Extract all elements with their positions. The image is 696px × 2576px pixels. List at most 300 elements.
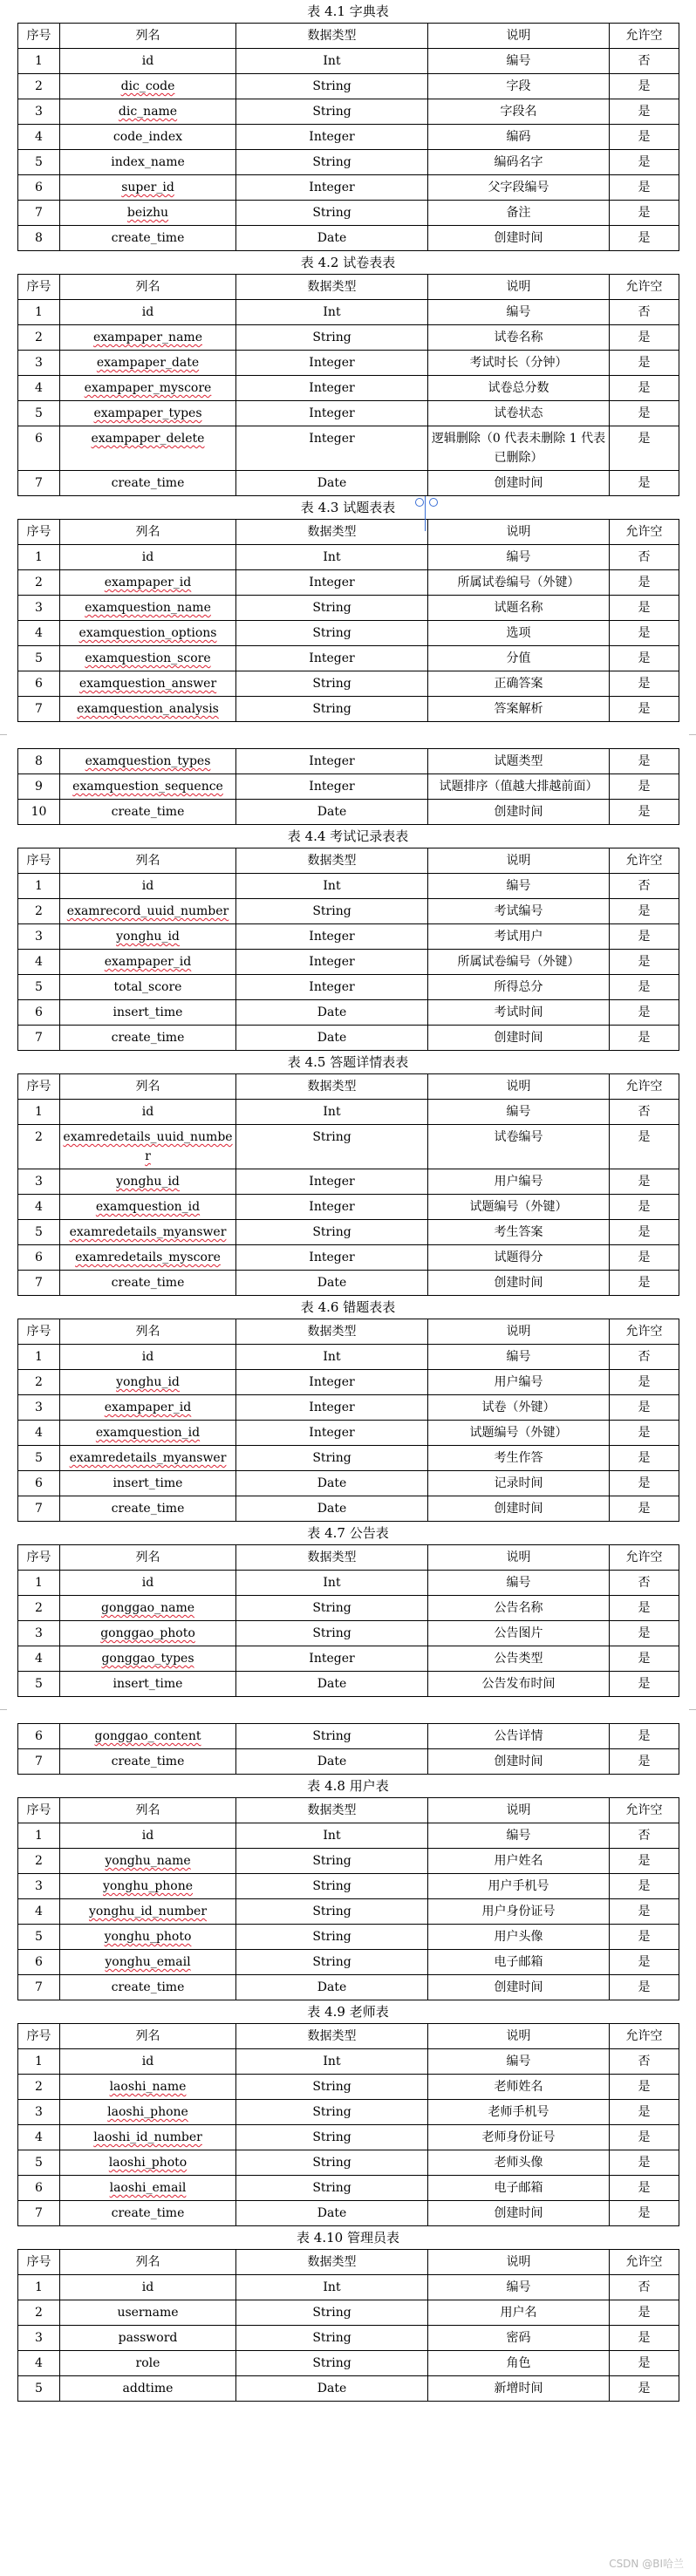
cell-description: 用户姓名 (428, 1849, 610, 1874)
cell-nullable: 是 (610, 2100, 679, 2125)
table-caption: 表 4.8 用户表 (307, 1778, 389, 1794)
cell-index: 7 (18, 1975, 60, 2000)
cell-index: 6 (18, 1724, 60, 1749)
cell-data-type: String (236, 2300, 428, 2326)
cell-column-name: exampaper_id (60, 950, 236, 975)
cell-column-name: examquestion_name (60, 596, 236, 621)
cell-index: 5 (18, 1925, 60, 1950)
table-row (18, 874, 679, 899)
data-table (17, 2249, 679, 2402)
cell-description: 试题排序（值越大排越前面） (428, 774, 610, 800)
cell-index: 2 (18, 1596, 60, 1621)
table-row (18, 1446, 679, 1471)
cell-nullable: 是 (610, 1975, 679, 2000)
cell-column-name: total_score (60, 975, 236, 1000)
cell-index: 5 (18, 150, 60, 175)
table-block (0, 2226, 696, 2402)
column-header: 说明 (428, 1319, 610, 1345)
page-margin-mark (689, 734, 696, 735)
column-header: 允许空 (610, 24, 679, 49)
cell-description: 编号 (428, 545, 610, 570)
cell-nullable: 是 (610, 774, 679, 800)
cell-data-type: Int (236, 300, 428, 325)
cell-index: 5 (18, 1220, 60, 1245)
column-header: 列名 (60, 520, 236, 545)
cell-column-name: create_time (60, 1271, 236, 1296)
table-row (18, 545, 679, 570)
cell-description: 编号 (428, 1571, 610, 1596)
cell-data-type: Int (236, 874, 428, 899)
cell-description: 创建时间 (428, 1026, 610, 1051)
cell-index: 8 (18, 226, 60, 251)
cell-nullable: 否 (610, 2275, 679, 2300)
cell-index: 7 (18, 1026, 60, 1051)
cell-column-name: id (60, 2275, 236, 2300)
column-header: 允许空 (610, 275, 679, 300)
table-row (18, 1621, 679, 1646)
cell-data-type: Integer (236, 125, 428, 150)
cell-index: 2 (18, 2075, 60, 2100)
cell-description: 用户头像 (428, 1925, 610, 1950)
cell-data-type: Integer (236, 950, 428, 975)
column-header: 允许空 (610, 1545, 679, 1571)
column-header: 说明 (428, 275, 610, 300)
cell-column-name: gonggao_types (60, 1646, 236, 1672)
column-header: 数据类型 (236, 520, 428, 545)
cell-data-type: String (236, 1125, 428, 1169)
cell-data-type: Date (236, 1749, 428, 1775)
cell-data-type: Date (236, 471, 428, 496)
cell-column-name: index_name (60, 150, 236, 175)
cell-data-type: Date (236, 2201, 428, 2226)
table-row (18, 2300, 679, 2326)
cell-description: 老师姓名 (428, 2075, 610, 2100)
cell-data-type: Integer (236, 1370, 428, 1395)
cell-column-name: addtime (60, 2376, 236, 2402)
cell-nullable: 是 (610, 1370, 679, 1395)
cell-nullable: 是 (610, 2125, 679, 2150)
page-margin-mark (0, 734, 7, 735)
cell-data-type: String (236, 1849, 428, 1874)
cell-nullable: 否 (610, 874, 679, 899)
cell-description: 父字段编号 (428, 175, 610, 201)
cell-column-name: create_time (60, 1026, 236, 1051)
cell-nullable: 是 (610, 1421, 679, 1446)
cell-column-name: exampaper_name (60, 325, 236, 351)
cell-data-type: String (236, 2075, 428, 2100)
table-row (18, 2100, 679, 2125)
cell-index: 6 (18, 2176, 60, 2201)
cell-description: 记录时间 (428, 1471, 610, 1496)
cell-data-type: Integer (236, 975, 428, 1000)
column-header: 数据类型 (236, 1798, 428, 1823)
cell-description: 试卷总分数 (428, 376, 610, 401)
cell-nullable: 是 (610, 646, 679, 671)
cell-data-type: Int (236, 2049, 428, 2075)
cell-column-name: id (60, 874, 236, 899)
cell-index: 4 (18, 2125, 60, 2150)
cell-column-name: username (60, 2300, 236, 2326)
column-header: 说明 (428, 1545, 610, 1571)
cell-description: 考试时长（分钟） (428, 351, 610, 376)
cell-description: 考试编号 (428, 899, 610, 924)
cell-description: 编号 (428, 1823, 610, 1849)
column-header: 允许空 (610, 1074, 679, 1100)
cell-nullable: 是 (610, 1195, 679, 1220)
cell-description: 老师头像 (428, 2150, 610, 2176)
cell-index: 1 (18, 874, 60, 899)
cell-description: 编号 (428, 49, 610, 74)
cell-data-type: String (236, 1621, 428, 1646)
table-header-row (18, 1545, 679, 1571)
cell-index: 4 (18, 1899, 60, 1925)
cell-data-type: Int (236, 1100, 428, 1125)
column-header: 说明 (428, 848, 610, 874)
cell-index: 3 (18, 1169, 60, 1195)
cell-data-type: Integer (236, 1395, 428, 1421)
cell-column-name: create_time (60, 226, 236, 251)
cell-nullable: 是 (610, 1950, 679, 1975)
cell-data-type: String (236, 2176, 428, 2201)
table-row (18, 1471, 679, 1496)
cell-column-name: examquestion_sequence (60, 774, 236, 800)
cell-index: 1 (18, 1100, 60, 1125)
cell-description: 密码 (428, 2326, 610, 2351)
cell-index: 1 (18, 300, 60, 325)
cell-nullable: 否 (610, 545, 679, 570)
cell-description: 考试用户 (428, 924, 610, 950)
cell-description: 编码名字 (428, 150, 610, 175)
cell-description: 选项 (428, 621, 610, 646)
cell-data-type: Int (236, 49, 428, 74)
cell-column-name: examredetails_myscore (60, 1245, 236, 1271)
table-row (18, 697, 679, 722)
cell-column-name: laoshi_email (60, 2176, 236, 2201)
table-row (18, 774, 679, 800)
cell-data-type: Integer (236, 1245, 428, 1271)
cell-description: 编号 (428, 874, 610, 899)
cell-index: 2 (18, 325, 60, 351)
cell-nullable: 是 (610, 1395, 679, 1421)
cell-nullable: 是 (610, 1446, 679, 1471)
cell-column-name: id (60, 300, 236, 325)
table-header-row (18, 24, 679, 49)
cell-data-type: String (236, 671, 428, 697)
cell-index: 7 (18, 1271, 60, 1296)
selection-handle-icon[interactable] (429, 498, 438, 507)
cell-data-type: Integer (236, 570, 428, 596)
cell-column-name: dic_code (60, 74, 236, 99)
cell-column-name: id (60, 545, 236, 570)
cell-index: 5 (18, 401, 60, 426)
data-table (17, 274, 679, 496)
column-header: 说明 (428, 1074, 610, 1100)
column-header: 列名 (60, 275, 236, 300)
cell-column-name: examrecord_uuid_number (60, 899, 236, 924)
column-header: 数据类型 (236, 2250, 428, 2275)
column-header: 序号 (18, 2250, 60, 2275)
cell-nullable: 是 (610, 1271, 679, 1296)
table-row (18, 1195, 679, 1220)
cell-column-name: create_time (60, 1749, 236, 1775)
column-header: 列名 (60, 2024, 236, 2049)
cell-column-name: yonghu_id_number (60, 1899, 236, 1925)
column-header: 序号 (18, 275, 60, 300)
cell-index: 5 (18, 646, 60, 671)
cell-data-type: Integer (236, 1169, 428, 1195)
cell-nullable: 是 (610, 1026, 679, 1051)
table-block (0, 1522, 696, 1697)
table-caption: 表 4.4 考试记录表表 (287, 828, 409, 844)
cell-data-type: Date (236, 1471, 428, 1496)
data-table (17, 1797, 679, 2000)
selection-handle-icon[interactable] (415, 498, 424, 507)
table-header-row (18, 2250, 679, 2275)
cell-column-name: gonggao_content (60, 1724, 236, 1749)
cell-index: 4 (18, 1195, 60, 1220)
column-header: 数据类型 (236, 1319, 428, 1345)
cell-description: 编号 (428, 300, 610, 325)
cell-description: 新增时间 (428, 2376, 610, 2402)
cell-data-type: String (236, 1899, 428, 1925)
cell-description: 创建时间 (428, 1496, 610, 1522)
cell-column-name: examquestion_id (60, 1421, 236, 1446)
data-table-continued (17, 1723, 679, 1775)
data-table (17, 2023, 679, 2226)
table-row (18, 325, 679, 351)
cell-nullable: 是 (610, 1925, 679, 1950)
cell-column-name: beizhu (60, 201, 236, 226)
cell-description: 创建时间 (428, 1975, 610, 2000)
cell-column-name: id (60, 2049, 236, 2075)
cell-nullable: 是 (610, 125, 679, 150)
cell-data-type: String (236, 1220, 428, 1245)
column-header: 序号 (18, 2024, 60, 2049)
cell-column-name: exampaper_types (60, 401, 236, 426)
cell-index: 6 (18, 1000, 60, 1026)
cell-description: 老师身份证号 (428, 2125, 610, 2150)
cell-index: 4 (18, 621, 60, 646)
cell-nullable: 是 (610, 1749, 679, 1775)
data-table (17, 1073, 679, 1296)
cell-index: 1 (18, 1571, 60, 1596)
cell-column-name: examquestion_answer (60, 671, 236, 697)
table-row (18, 924, 679, 950)
cell-column-name: dic_name (60, 99, 236, 125)
cell-description: 字段名 (428, 99, 610, 125)
cell-index: 7 (18, 697, 60, 722)
table-block (0, 0, 696, 251)
cell-nullable: 是 (610, 924, 679, 950)
cell-data-type: Date (236, 1026, 428, 1051)
cell-description: 创建时间 (428, 1749, 610, 1775)
table-caption: 表 4.5 答题详情表表 (287, 1054, 409, 1070)
table-row (18, 49, 679, 74)
cell-column-name: insert_time (60, 1000, 236, 1026)
cell-description: 试题编号（外键） (428, 1195, 610, 1220)
cell-nullable: 是 (610, 2075, 679, 2100)
cell-nullable: 是 (610, 471, 679, 496)
cell-nullable: 否 (610, 2049, 679, 2075)
cell-description: 答案解析 (428, 697, 610, 722)
cell-index: 7 (18, 2201, 60, 2226)
cell-nullable: 是 (610, 1471, 679, 1496)
cell-nullable: 否 (610, 300, 679, 325)
cell-column-name: create_time (60, 1496, 236, 1522)
table-row (18, 1925, 679, 1950)
cell-data-type: Date (236, 1271, 428, 1296)
table-row (18, 1849, 679, 1874)
table-block (0, 825, 696, 1051)
table-row (18, 2125, 679, 2150)
cell-description: 用户编号 (428, 1169, 610, 1195)
cell-data-type: Integer (236, 1421, 428, 1446)
cell-data-type: Int (236, 1345, 428, 1370)
column-header: 序号 (18, 520, 60, 545)
cell-index: 4 (18, 1646, 60, 1672)
table-row (18, 1125, 679, 1169)
cell-index: 9 (18, 774, 60, 800)
cell-nullable: 是 (610, 621, 679, 646)
table-row (18, 2150, 679, 2176)
cell-description: 创建时间 (428, 471, 610, 496)
table-row (18, 1646, 679, 1672)
cell-data-type: String (236, 1596, 428, 1621)
table-row (18, 125, 679, 150)
table-caption: 表 4.1 字典表 (307, 3, 389, 19)
table-row (18, 1672, 679, 1697)
table-row (18, 596, 679, 621)
cell-nullable: 否 (610, 1100, 679, 1125)
cell-index: 6 (18, 671, 60, 697)
column-header: 列名 (60, 1074, 236, 1100)
cell-column-name: super_id (60, 175, 236, 201)
table-row (18, 351, 679, 376)
cell-index: 6 (18, 426, 60, 471)
cell-index: 7 (18, 201, 60, 226)
cell-column-name: gonggao_name (60, 1596, 236, 1621)
cell-nullable: 是 (610, 2326, 679, 2351)
cell-column-name: id (60, 1345, 236, 1370)
data-table (17, 848, 679, 1051)
cell-column-name: id (60, 1571, 236, 1596)
cell-column-name: id (60, 49, 236, 74)
table-block (0, 1775, 696, 2000)
watermark: CSDN @BI哈兰 (609, 2558, 684, 2570)
cell-index: 2 (18, 570, 60, 596)
table-row (18, 1000, 679, 1026)
table-row (18, 950, 679, 975)
cell-index: 3 (18, 1621, 60, 1646)
table-row (18, 1596, 679, 1621)
cell-nullable: 是 (610, 1646, 679, 1672)
cell-description: 编号 (428, 1345, 610, 1370)
cell-nullable: 是 (610, 1000, 679, 1026)
cell-index: 1 (18, 1345, 60, 1370)
cell-nullable: 是 (610, 1874, 679, 1899)
cell-column-name: create_time (60, 1975, 236, 2000)
table-row (18, 1571, 679, 1596)
table-row (18, 99, 679, 125)
cell-index: 5 (18, 1446, 60, 1471)
cell-data-type: String (236, 99, 428, 125)
cell-index: 7 (18, 1749, 60, 1775)
column-header: 列名 (60, 1798, 236, 1823)
table-row (18, 1496, 679, 1522)
column-header: 数据类型 (236, 2024, 428, 2049)
cell-data-type: Integer (236, 646, 428, 671)
cell-description: 用户手机号 (428, 1874, 610, 1899)
cell-column-name: gonggao_photo (60, 1621, 236, 1646)
column-header: 数据类型 (236, 24, 428, 49)
cell-index: 2 (18, 1125, 60, 1169)
cell-column-name: id (60, 1100, 236, 1125)
table-header-row (18, 2024, 679, 2049)
column-header: 数据类型 (236, 848, 428, 874)
cell-index: 3 (18, 1874, 60, 1899)
cell-column-name: examquestion_id (60, 1195, 236, 1220)
cell-description: 分值 (428, 646, 610, 671)
table-header-row (18, 520, 679, 545)
cell-nullable: 是 (610, 2300, 679, 2326)
cell-description: 公告名称 (428, 1596, 610, 1621)
column-header: 允许空 (610, 1798, 679, 1823)
cell-description: 试题得分 (428, 1245, 610, 1271)
table-row (18, 300, 679, 325)
table-row (18, 2201, 679, 2226)
cell-index: 1 (18, 49, 60, 74)
cell-data-type: String (236, 1950, 428, 1975)
cell-index: 3 (18, 2100, 60, 2125)
cell-data-type: Date (236, 1975, 428, 2000)
column-header: 说明 (428, 520, 610, 545)
cell-nullable: 是 (610, 1672, 679, 1697)
cell-description: 所属试卷编号（外键） (428, 950, 610, 975)
table-row (18, 1395, 679, 1421)
cell-description: 试卷名称 (428, 325, 610, 351)
cell-description: 所得总分 (428, 975, 610, 1000)
cell-data-type: Integer (236, 774, 428, 800)
cell-nullable: 是 (610, 2376, 679, 2402)
cell-description: 创建时间 (428, 800, 610, 825)
cell-column-name: examredetails_uuid_number (60, 1125, 236, 1169)
cell-column-name: exampaper_date (60, 351, 236, 376)
cell-column-name: exampaper_myscore (60, 376, 236, 401)
cell-nullable: 是 (610, 671, 679, 697)
data-table (17, 1544, 679, 1697)
cell-data-type: Date (236, 1496, 428, 1522)
table-caption: 表 4.7 公告表 (307, 1525, 389, 1541)
cell-nullable: 是 (610, 325, 679, 351)
cell-index: 2 (18, 2300, 60, 2326)
column-header: 说明 (428, 24, 610, 49)
column-header: 允许空 (610, 2024, 679, 2049)
cell-nullable: 是 (610, 74, 679, 99)
cell-column-name: examredetails_myanswer (60, 1220, 236, 1245)
cell-index: 6 (18, 1245, 60, 1271)
column-header: 列名 (60, 1545, 236, 1571)
cell-nullable: 是 (610, 596, 679, 621)
table-row (18, 671, 679, 697)
cell-index: 6 (18, 1471, 60, 1496)
cell-index: 4 (18, 1421, 60, 1446)
cell-data-type: String (236, 2326, 428, 2351)
table-row (18, 2075, 679, 2100)
page-break (0, 722, 696, 748)
cell-nullable: 是 (610, 1899, 679, 1925)
cell-description: 考试时间 (428, 1000, 610, 1026)
cell-column-name: laoshi_name (60, 2075, 236, 2100)
